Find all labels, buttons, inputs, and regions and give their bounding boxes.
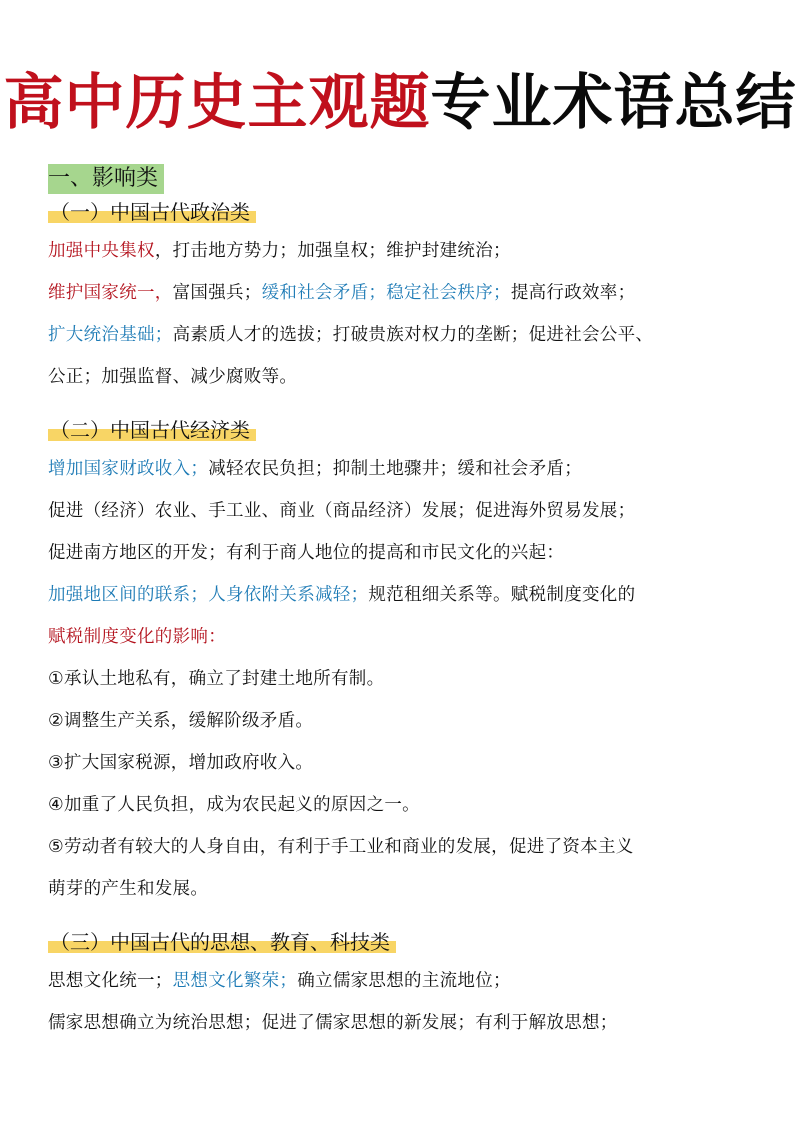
section-heading-label: 一、影响类 — [48, 164, 164, 194]
subsection-heading-thought-education-science — [48, 930, 768, 960]
text-segment: 促进南方地区的开发；有利于商人地位的提高和市民文化的兴起： — [48, 543, 565, 563]
text-line — [48, 616, 768, 658]
text-line — [48, 826, 768, 868]
text-line — [48, 784, 768, 826]
text-line — [48, 658, 768, 700]
subsection-heading-politics — [48, 200, 768, 230]
text-segment: 富国强兵； — [172, 283, 262, 303]
text-segment: 公正；加强监督、减少腐败等。 — [48, 367, 298, 387]
text-line — [48, 314, 768, 356]
highlighted-term: 扩大统治基础； — [48, 325, 173, 345]
subsection-heading-label: （三）中国古代的思想、教育、科技类 — [48, 930, 396, 954]
text-segment: 高素质人才的选拔；打破贵族对权力的垄断；促进社会公平、 — [172, 325, 654, 345]
text-line — [48, 1002, 768, 1044]
page-title — [0, 68, 800, 138]
text-line — [48, 742, 768, 784]
text-line — [48, 700, 768, 742]
highlighted-term: 思想文化繁荣； — [172, 971, 298, 991]
text-line — [48, 272, 768, 314]
text-segment: 促进（经济）农业、手工业、商业（商品经济）发展；促进海外贸易发展； — [48, 501, 636, 521]
highlighted-term: 维护国家统一， — [48, 283, 173, 303]
highlighted-term: 增加国家财政收入； — [48, 459, 209, 479]
text-segment: ③扩大国家税源，增加政府收入。 — [48, 753, 314, 773]
subsection-heading-label: （二）中国古代经济类 — [48, 418, 256, 442]
text-segment: 儒家思想确立为统治思想；促进了儒家思想的新发展；有利于解放思想； — [48, 1013, 618, 1033]
text-line — [48, 868, 768, 910]
text-segment: 确立儒家思想的主流地位； — [297, 971, 511, 991]
section-heading-impact — [48, 164, 768, 194]
text-segment: ②调整生产关系，缓解阶级矛盾。 — [48, 711, 314, 731]
text-line — [48, 960, 768, 1002]
text-segment: 规范租细关系等。赋税制度变化的 — [368, 585, 636, 605]
text-line — [48, 230, 768, 272]
text-segment: 减轻农民负担；抑制土地骤井；缓和社会矛盾； — [208, 459, 583, 479]
subsection-heading-economy — [48, 418, 768, 448]
text-segment: ⑤劳动者有较大的人身自由，有利于手工业和商业的发展，促进了资本主义 — [48, 837, 634, 857]
text-line — [48, 490, 768, 532]
text-line — [48, 574, 768, 616]
text-segment: ④加重了人民负担，成为农民起义的原因之一。 — [48, 795, 420, 815]
highlighted-term: 缓和社会矛盾；稳定社会秩序； — [261, 283, 511, 303]
text-segment: 萌芽的产生和发展。 — [48, 879, 209, 899]
politics-lines — [48, 230, 768, 398]
title-red-part: 高中历史主观题 — [3, 68, 431, 138]
economy-lines — [48, 448, 768, 910]
highlighted-term: 加强中央集权 — [48, 241, 155, 261]
title-black-part: 专业术语总结 — [430, 68, 797, 138]
highlighted-term: 加强地区间的联系；人身依附关系减轻； — [48, 585, 369, 605]
text-line — [48, 356, 768, 398]
text-line — [48, 448, 768, 490]
highlighted-term: 赋税制度变化的影响： — [48, 627, 226, 647]
thought-lines — [48, 960, 768, 1044]
text-segment: ，打击地方势力；加强皇权；维护封建统治； — [154, 241, 511, 261]
subsection-heading-label: （一）中国古代政治类 — [48, 200, 256, 224]
document-body — [48, 164, 768, 1044]
text-segment: ①承认土地私有，确立了封建土地所有制。 — [48, 669, 385, 689]
text-segment: 提高行政效率； — [510, 283, 636, 303]
text-segment: 思想文化统一； — [48, 971, 173, 991]
text-line — [48, 532, 768, 574]
